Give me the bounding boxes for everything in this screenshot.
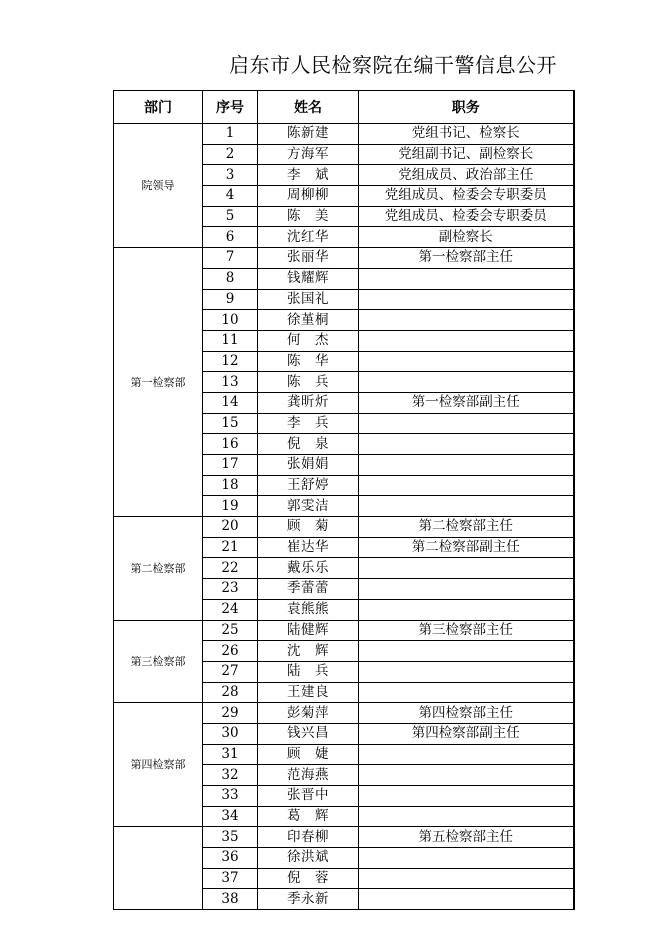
name-cell: 陆 兵 xyxy=(258,661,359,682)
seq-cell: 3 xyxy=(203,165,258,186)
seq-cell: 7 xyxy=(203,248,258,269)
role-cell xyxy=(359,558,574,579)
name-cell: 钱兴昌 xyxy=(258,723,359,744)
name-cell: 陆健辉 xyxy=(258,620,359,641)
name-cell: 陈 兵 xyxy=(258,372,359,393)
role-cell: 第二检察部主任 xyxy=(359,517,574,538)
table-row xyxy=(114,620,574,641)
name-cell: 彭菊萍 xyxy=(258,703,359,724)
role-cell xyxy=(359,413,574,434)
name-cell: 郭雯洁 xyxy=(258,496,359,517)
seq-cell: 28 xyxy=(203,682,258,703)
role-cell: 党组成员、检委会专职委员 xyxy=(359,186,574,207)
seq-cell: 23 xyxy=(203,579,258,600)
seq-cell: 32 xyxy=(203,765,258,786)
name-cell: 李 斌 xyxy=(258,165,359,186)
seq-cell: 30 xyxy=(203,723,258,744)
seq-cell: 37 xyxy=(203,868,258,889)
name-cell: 范海燕 xyxy=(258,765,359,786)
name-cell: 崔达华 xyxy=(258,537,359,558)
name-cell: 张晋中 xyxy=(258,786,359,807)
role-cell xyxy=(359,268,574,289)
seq-cell: 9 xyxy=(203,289,258,310)
role-cell xyxy=(359,599,574,620)
role-cell xyxy=(359,310,574,331)
name-cell: 周柳柳 xyxy=(258,186,359,207)
name-cell: 陈新建 xyxy=(258,124,359,145)
name-cell: 张国礼 xyxy=(258,289,359,310)
role-cell xyxy=(359,806,574,827)
name-cell: 倪 泉 xyxy=(258,434,359,455)
name-cell: 方海军 xyxy=(258,144,359,165)
name-cell: 龚昕炘 xyxy=(258,392,359,413)
role-cell xyxy=(359,455,574,476)
role-cell: 第一检察部副主任 xyxy=(359,392,574,413)
name-cell: 沈 辉 xyxy=(258,641,359,662)
role-cell xyxy=(359,848,574,869)
role-cell: 第二检察部副主任 xyxy=(359,537,574,558)
name-cell: 徐洪斌 xyxy=(258,848,359,869)
seq-cell: 6 xyxy=(203,227,258,248)
role-cell xyxy=(359,351,574,372)
seq-cell: 33 xyxy=(203,786,258,807)
name-cell: 张娟娟 xyxy=(258,455,359,476)
seq-cell: 13 xyxy=(203,372,258,393)
seq-cell: 16 xyxy=(203,434,258,455)
dept-cell: 第二检察部 xyxy=(114,517,203,620)
seq-cell: 8 xyxy=(203,268,258,289)
name-cell: 戴乐乐 xyxy=(258,558,359,579)
dept-cell: 第一检察部 xyxy=(114,248,203,517)
seq-cell: 1 xyxy=(203,124,258,145)
name-cell: 葛 辉 xyxy=(258,806,359,827)
role-cell: 第四检察部副主任 xyxy=(359,723,574,744)
role-cell xyxy=(359,661,574,682)
name-cell: 何 杰 xyxy=(258,330,359,351)
seq-cell: 29 xyxy=(203,703,258,724)
header-role: 职务 xyxy=(359,91,574,124)
table-row xyxy=(114,703,574,724)
role-cell: 副检察长 xyxy=(359,227,574,248)
table-row xyxy=(114,827,574,848)
role-cell: 党组副书记、副检察长 xyxy=(359,144,574,165)
seq-cell: 22 xyxy=(203,558,258,579)
name-cell: 王舒婷 xyxy=(258,475,359,496)
seq-cell: 11 xyxy=(203,330,258,351)
seq-cell: 4 xyxy=(203,186,258,207)
role-cell: 党组书记、检察长 xyxy=(359,124,574,145)
name-cell: 张丽华 xyxy=(258,248,359,269)
name-cell: 王建良 xyxy=(258,682,359,703)
role-cell xyxy=(359,475,574,496)
seq-cell: 2 xyxy=(203,144,258,165)
role-cell xyxy=(359,744,574,765)
seq-cell: 18 xyxy=(203,475,258,496)
seq-cell: 14 xyxy=(203,392,258,413)
name-cell: 袁熊熊 xyxy=(258,599,359,620)
seq-cell: 17 xyxy=(203,455,258,476)
dept-cell: 第四检察部 xyxy=(114,703,203,827)
name-cell: 季永新 xyxy=(258,889,359,910)
seq-cell: 5 xyxy=(203,206,258,227)
header-name: 姓名 xyxy=(258,91,359,124)
seq-cell: 21 xyxy=(203,537,258,558)
role-cell: 党组成员、政治部主任 xyxy=(359,165,574,186)
seq-cell: 19 xyxy=(203,496,258,517)
name-cell: 倪 蓉 xyxy=(258,868,359,889)
header-dept: 部门 xyxy=(114,91,203,124)
table-row xyxy=(114,248,574,269)
seq-cell: 35 xyxy=(203,827,258,848)
seq-cell: 12 xyxy=(203,351,258,372)
name-cell: 徐堇桐 xyxy=(258,310,359,331)
dept-cell xyxy=(114,827,203,910)
role-cell xyxy=(359,868,574,889)
role-cell xyxy=(359,682,574,703)
seq-cell: 38 xyxy=(203,889,258,910)
seq-cell: 34 xyxy=(203,806,258,827)
seq-cell: 31 xyxy=(203,744,258,765)
role-cell xyxy=(359,372,574,393)
seq-cell: 20 xyxy=(203,517,258,538)
role-cell xyxy=(359,330,574,351)
table-row xyxy=(114,124,574,145)
role-cell xyxy=(359,786,574,807)
name-cell: 季蕾蕾 xyxy=(258,579,359,600)
name-cell: 沈红华 xyxy=(258,227,359,248)
seq-cell: 24 xyxy=(203,599,258,620)
seq-cell: 36 xyxy=(203,848,258,869)
header-row xyxy=(114,91,574,124)
page-title: 启东市人民检察院在编干警信息公开 xyxy=(229,53,557,77)
table-row xyxy=(114,517,574,538)
role-cell xyxy=(359,434,574,455)
role-cell: 第一检察部主任 xyxy=(359,248,574,269)
seq-cell: 10 xyxy=(203,310,258,331)
dept-cell: 第三检察部 xyxy=(114,620,203,703)
role-cell: 党组成员、检委会专职委员 xyxy=(359,206,574,227)
table-body xyxy=(114,124,574,910)
role-cell: 第三检察部主任 xyxy=(359,620,574,641)
role-cell xyxy=(359,641,574,662)
seq-cell: 26 xyxy=(203,641,258,662)
name-cell: 印春柳 xyxy=(258,827,359,848)
role-cell xyxy=(359,496,574,517)
name-cell: 顾 婕 xyxy=(258,744,359,765)
seq-cell: 15 xyxy=(203,413,258,434)
name-cell: 顾 菊 xyxy=(258,517,359,538)
role-cell xyxy=(359,889,574,910)
header-seq: 序号 xyxy=(203,91,258,124)
name-cell: 陈 华 xyxy=(258,351,359,372)
name-cell: 钱耀辉 xyxy=(258,268,359,289)
name-cell: 陈 美 xyxy=(258,206,359,227)
role-cell: 第四检察部主任 xyxy=(359,703,574,724)
staff-table xyxy=(113,90,575,910)
seq-cell: 25 xyxy=(203,620,258,641)
name-cell: 李 兵 xyxy=(258,413,359,434)
table-header xyxy=(114,91,574,124)
role-cell xyxy=(359,765,574,786)
seq-cell: 27 xyxy=(203,661,258,682)
role-cell: 第五检察部主任 xyxy=(359,827,574,848)
role-cell xyxy=(359,289,574,310)
role-cell xyxy=(359,579,574,600)
dept-cell: 院领导 xyxy=(114,124,203,248)
